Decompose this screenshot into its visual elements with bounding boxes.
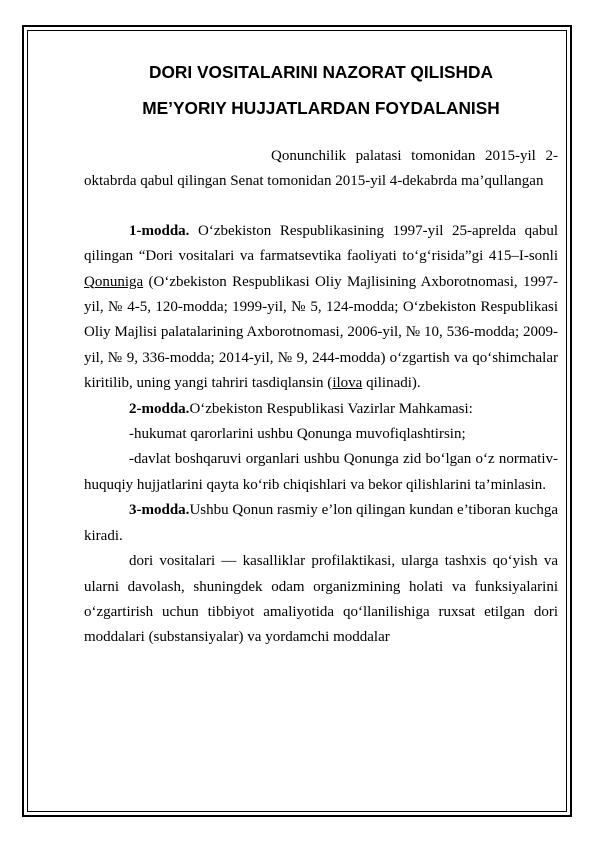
document-title <box>84 54 558 126</box>
article-1-text-b: (O‘zbekiston Respublikasi Oliy Majlisining Axborotnomasi, 1997-yil, № 4-5, 120-modda; 1999-yil, № 5, 124-modda; O‘zbekiston Respublikasi Oliy Majlisi palatalarining Axborotnomasi, 2006-yil, № 10, 536-modda; 2009-yil, № 9, 336-modda; 2014-yil, № 9, 244-modda) o‘zgartish va qo‘shimchalar kiritilib, uning yangi tahriri tasdiqlansin ( <box>84 273 558 392</box>
title-line-1: DORI VOSITALARINI NAZORAT QILISHDA <box>148 62 493 82</box>
article-3 <box>84 498 558 549</box>
article-1-text-c: qilinadi). <box>362 375 421 392</box>
definition-paragraph: dori vositalari — kasalliklar profilaktikasi, ularga tashxis qo‘yish va ularni davolash, shuningdek odam organizmining holati va funksiyalarini o‘zgartirish uchun tibbiyot amaliyotida qo‘llanilishiga ruxsat etilgan dori moddalari (substansiyalar) va yordamchi moddalar <box>84 553 558 646</box>
law-link[interactable]: Qonuniga <box>84 273 144 290</box>
document-body <box>84 50 558 651</box>
article-2 <box>84 397 558 422</box>
article-2-item-2: -davlat boshqaruvi organlari ushbu Qonunga zid bo‘lgan o‘z normativ-huquqiy hujjatlarini qayta ko‘rib chiqishlari va bekor qilishlarini ta’minlasin. <box>84 451 558 493</box>
article-1 <box>84 219 558 397</box>
article-1-label: 1-modda. <box>129 222 190 239</box>
spacer <box>84 195 558 219</box>
article-2-item-1: -hukumat qarorlarini ushbu Qonunga muvofiqlashtirsin; <box>129 426 466 443</box>
appendix-link[interactable]: ilova <box>332 375 363 392</box>
article-3-text: Ushbu Qonun rasmiy e’lon qilingan kundan e’tiboran kuchga kiradi. <box>84 502 558 544</box>
article-2-text: O‘zbekiston Respublikasi Vazirlar Mahkamasi: <box>189 400 473 417</box>
approval-note: Qonunchilik palatasi tomonidan 2015-yil 2-oktabrda qabul qilingan Senat tomonidan 2015-yil 4-dekabrda ma’qullangan <box>84 148 558 190</box>
article-3-label: 3-modda. <box>129 502 190 519</box>
article-1-text-a: O‘zbekiston Respublikasining 1997-yil 25-aprelda qabul qilingan “Dori vositalari va farmatsevtika faoliyati to‘g‘risida”gi 415–I-sonli <box>84 222 558 265</box>
title-line-2: ME’YORIY HUJJATLARDAN FOYDALANISH <box>142 98 500 118</box>
article-2-label: 2-modda. <box>129 400 190 417</box>
